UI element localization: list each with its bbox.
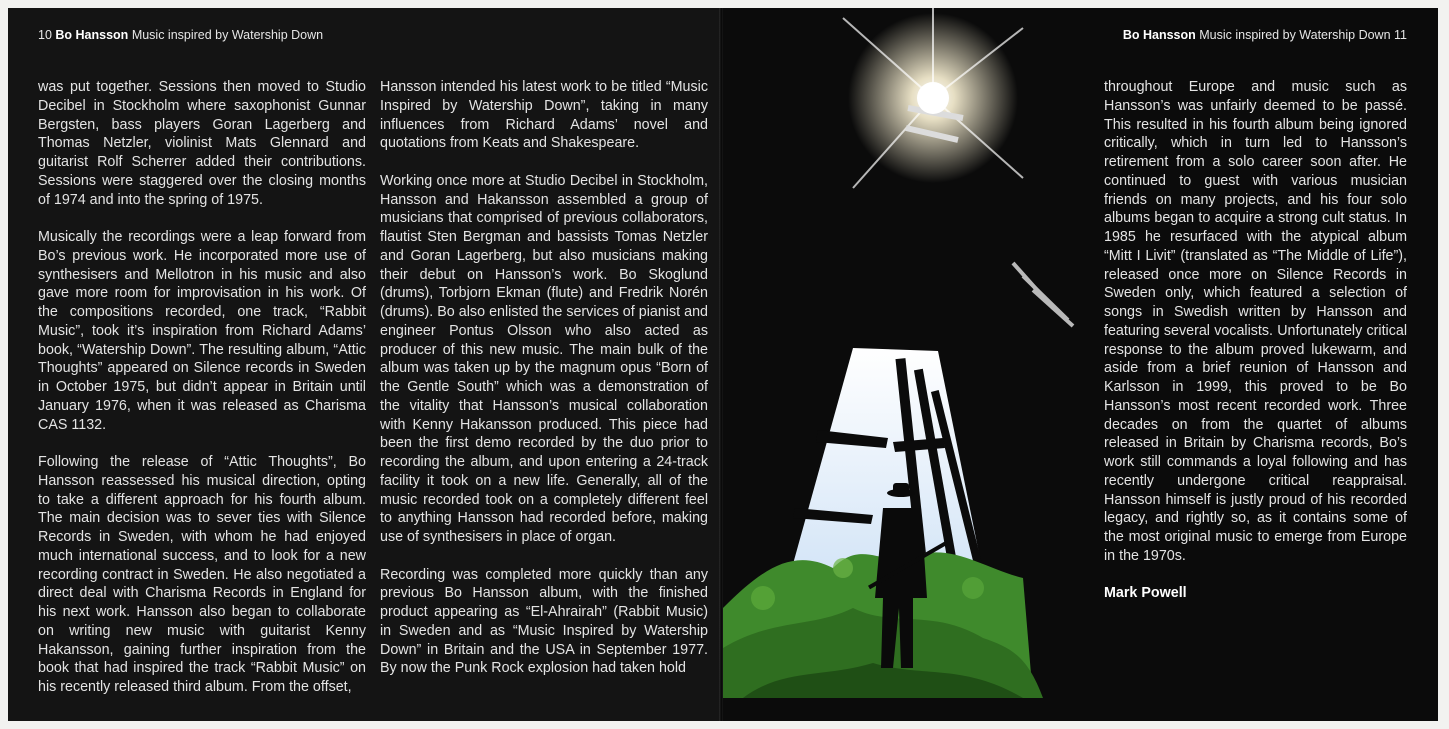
barn-photo — [723, 8, 1093, 721]
text-column-1 — [38, 78, 366, 716]
paragraph: Recording was completed more quickly than any previous Bo Hansson album, with the finished product appearing as “El-Ahrairah” (Rabbit Music) in Sweden and as “Music Inspired by Watership Down” in Britain and the USA in September 1977. By now the Punk Rock explosion had taken hold — [380, 566, 708, 677]
left-page — [8, 8, 721, 721]
right-page — [723, 8, 1438, 721]
paragraph: Working once more at Studio Decibel in Stockholm, Hansson and Hakansson assembled a group of musicians that comprised of previous collaborators, flautist Sten Bergman and bassists Tomas Netzler and Goran Lagerberg, but also musicians making their debut on Hansson’s work. Bo Skoglund (drums), Torbjorn Ekman (flute) and Fredrik Norén (drums). Bo also enlisted the services of pianist and engineer Pontus Olsson who also acted as producer of this new music. The main bulk of the album was taken up by the magnum opus “Born of the Gentle South” which was a demonstration of the vitality that Hansson’s musical collaboration with Kenny Hakansson produced. This piece had been the first demo recorded by the duo prior to recording the album, and upon entering a 24-track facility it took on a new life. Generally, all of the music recorded took on a completely different feel to anything Hansson had recorded before, making use of synthesisers in place of organ. — [380, 172, 708, 545]
text-column-2 — [380, 78, 708, 697]
paragraph: throughout Europe and music such as Hansson’s was unfairly deemed to be passé. This resulted in his fourth album being ignored critically, which in turn led to Hansson’s retirement from a solo career soon after. He continued to guest with various musician friends on many projects, and his four solo albums began to acquire a strong cult status. In 1985 he resurfaced with the atypical album “Mitt I Livit” (translated as “The Middle of Life”), released once more on Silence Records in Sweden only, which featured a selection of songs in Swedish written by Hansson and featuring several vocalists. Unfortunately critical response to the album proved lukewarm, and aside from a brief reunion of Hansson and Karlsson in 1999, this proved to be Bo Hansson’s most recent recorded work. Three decades on from the quartet of albums released in Britain by Charisma records, Bo’s work still commands a loyal following and has recently undergone critical reappraisal. Hansson himself is justly proud of his recorded legacy, and rightly so, as it contains some of the most original music to emerge from Europe in the 1970s. — [1104, 79, 1407, 564]
left-header-subtitle: Music inspired by Watership Down — [131, 28, 324, 42]
paragraph: was put together. Sessions then moved to Studio Decibel in Stockholm where saxophonist Gunnar Bergsten, bass players Goran Lagerberg and Thomas Netzler, violinist Mats Glennard and guitarist Rolf Scherrer added their contributions. Sessions were staggered over the closing months of 1974 and into the spring of 1975. — [38, 79, 366, 208]
left-page-number: 10 — [38, 28, 52, 42]
author-signature: Mark Powell — [1104, 585, 1187, 602]
right-page-number: 11 — [1394, 28, 1407, 42]
left-page-header — [38, 28, 323, 42]
paragraph: Following the release of “Attic Thoughts”, Bo Hansson reassessed his musical direction, opting to take a different approach for his fourth album. The main decision was to sever ties with Silence Records in Sweden, with whom he had enjoyed much international success, and to look for a new recording contract in Sweden. He also negotiated a direct deal with Charisma Records in England for his next work. Hansson also began to collaborate on writing new music with guitarist Kenny Hakansson, gaining further inspiration from the book that had inspired the track “Rabbit Music” on his recently released third album. From the offset, — [38, 454, 366, 695]
left-header-artist: Bo Hansson — [55, 28, 129, 42]
text-column-3 — [1104, 78, 1407, 622]
right-header-artist: Bo Hansson — [1122, 28, 1196, 42]
right-page-header — [1123, 28, 1407, 42]
right-header-subtitle: Music inspired by Watership Down — [1199, 28, 1391, 42]
paragraph: Musically the recordings were a leap forward from Bo’s previous work. He incorporated more use of synthesisers and Mellotron in his music and also gave more room for improvisation in his work. Of the compositions recorded, one track, “Rabbit Music”, took it’s inspiration from Richard Adams’ book, “Watership Down”. The resulting album, “Attic Thoughts” appeared on Silence records in Sweden in October 1975, but didn’t appear in Britain until January 1976, when it was released as Charisma CAS 1132. — [38, 229, 366, 433]
paragraph: Hansson intended his latest work to be titled “Music Inspired by Watership Down”, taking in many influences from Richard Adams’ novel and quotations from Keats and Shakespeare. — [380, 79, 708, 152]
